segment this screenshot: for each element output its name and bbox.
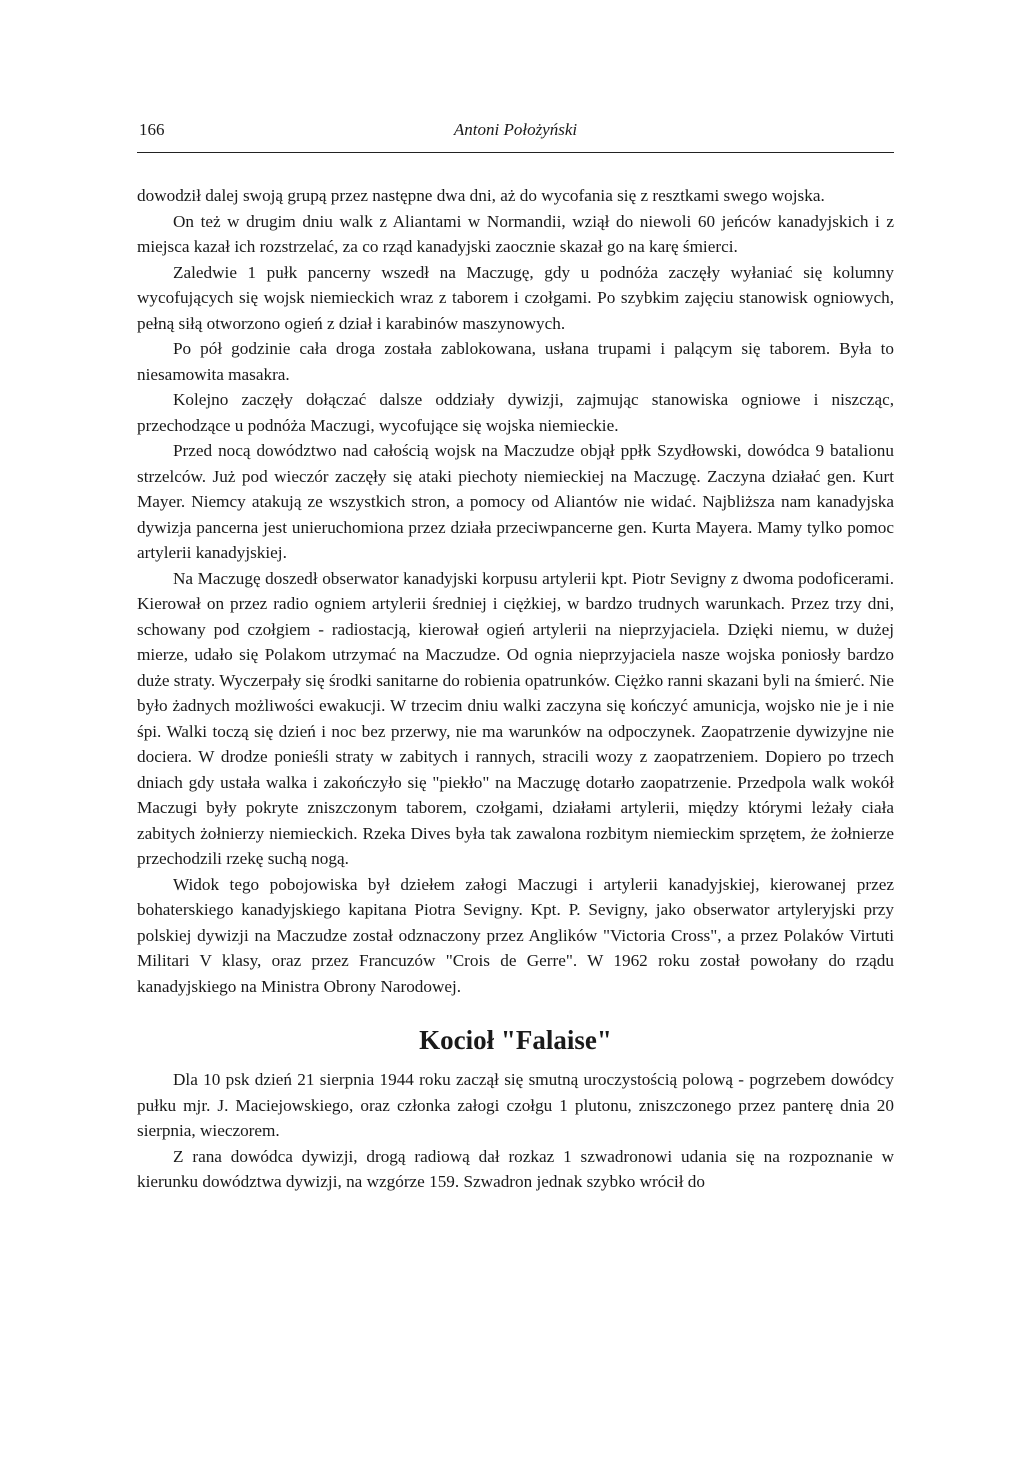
paragraph: Dla 10 psk dzień 21 sierpnia 1944 roku zaczął się smutną uroczystością polową - pogrzebem dowódcy pułku mjr. J. Maciejowskiego, oraz członka załogi czołgu 1 plutonu, zniszczonego przez panterę dnia 20 sierpnia, wieczorem. [137,1070,894,1140]
paragraph: dowodził dalej swoją grupą przez następne dwa dni, aż do wycofania się z resztkami swego wojska. [137,186,825,205]
paragraph: Zaledwie 1 pułk pancerny wszedł na Maczugę, gdy u podnóża zaczęły wyłaniać się kolumny wycofujących się wojsk niemieckich wraz z taborem i czołgami. Po szybkim zajęciu stanowisk ogniowych, pełną siłą otworzono ogień z dział i karabinów maszynowych. [137,262,894,333]
running-title: Antoni Położyński [453,120,578,139]
paragraph: Na Maczugę doszedł obserwator kanadyjski korpusu artylerii kpt. Piotr Sevigny z dwoma podoficerami. Kierował on przez radio ogniem artylerii średniej i ciężkiej, w bardzo trudnych warunkach. Przez trzy dni, schowany pod czołgiem - radiostacją, kierował ogień artylerii na nieprzyjaciela. Dzięki niemu, w dużej mierze, udało się Polakom utrzymać na Maczudze. Od ognia nieprzyjaciela nasze wojska poniosły bardzo duże straty. Wyczerpały się środki sanitarne do robienia opatrunków. Ciężko ranni skazani byli na śmierć. Nie było żadnych możliwości ewakucji. W trzecim dniu walki zaczyna się kończyć amunicja, wojsko nie je i nie śpi. Walki toczą się dzień i noc bez przerwy, nie ma warunków na odpoczynek. Zaopatrzenie dywizyjne nie dociera. W drodze ponieśli straty w zabitych i rannych, stracili wozy z zaopatrzeniem. Dopiero po trzech dniach gdy ustała walka i zakończyło się "piekło" na Maczugę dotarło zaopatrzenie. Przedpola walk wokół Maczugi były pokryte zniszczonym taborem, czołgami, działami artylerii, między którymi leżały ciała zabitych żołnierzy niemieckich. Rzeka Dives była tak zawalona rozbitym niemieckim sprzętem, że żołnierze przechodzili rzekę suchą nogą. [137,568,894,868]
body-text [137,183,894,1195]
page-number: 166 [139,120,165,139]
paragraph: Z rana dowódca dywizji, drogą radiową dał rozkaz 1 szwadronowi udania się na rozpoznanie w kierunku dowództwa dywizji, na wzgórze 159. Szwadron jednak szybko wrócił do [137,1146,894,1191]
paragraph: Kolejno zaczęły dołączać dalsze oddziały dywizji, zajmując stanowiska ogniowe i niszcząc, przechodzące u podnóża Maczugi, wycofujące się wojska niemieckie. [137,390,894,435]
running-head [137,120,894,153]
book-page [137,120,894,1195]
paragraph: Po pół godzinie cała droga została zablokowana, usłana trupami i palącym się taborem. Była to niesamowita masakra. [137,339,894,384]
section-title: Kocioł "Falaise" [419,1025,612,1055]
paragraph: Przed nocą dowództwo nad całością wojsk na Maczudze objął ppłk Szydłowski, dowódca 9 batalionu strzelców. Już pod wieczór zaczęły się ataki piechoty niemieckiej na Maczugę. Zaczyna działać gen. Kurt Mayer. Niemcy atakują ze wszystkich stron, a pomocy od Aliantów nie widać. Najbliższa nam kanadyjska dywizja pancerna jest unieruchomiona przez działa przeciwpancerne gen. Kurta Mayera. Mamy tylko pomoc artylerii kanadyjskiej. [137,441,894,562]
paragraph: Widok tego pobojowiska był dziełem załogi Maczugi i artylerii kanadyjskiej, kierowanej przez bohaterskiego kanadyjskiego kapitana Piotra Sevigny. Kpt. P. Sevigny, jako obserwator artyleryjski przy polskiej dywizji na Maczudze został odznaczony przez Anglików "Victoria Cross", a przez Polaków Virtuti Militari V klasy, oraz przez Francuzów "Crois de Gerre". W 1962 roku został powołany do rządu kanadyjskiego na Ministra Obrony Narodowej. [137,874,894,996]
paragraph: On też w drugim dniu walk z Aliantami w Normandii, wziął do niewoli 60 jeńców kanadyjskich i z miejsca kazał ich rozstrzelać, za co rząd kanadyjski zaocznie skazał go na karę śmierci. [137,211,894,256]
